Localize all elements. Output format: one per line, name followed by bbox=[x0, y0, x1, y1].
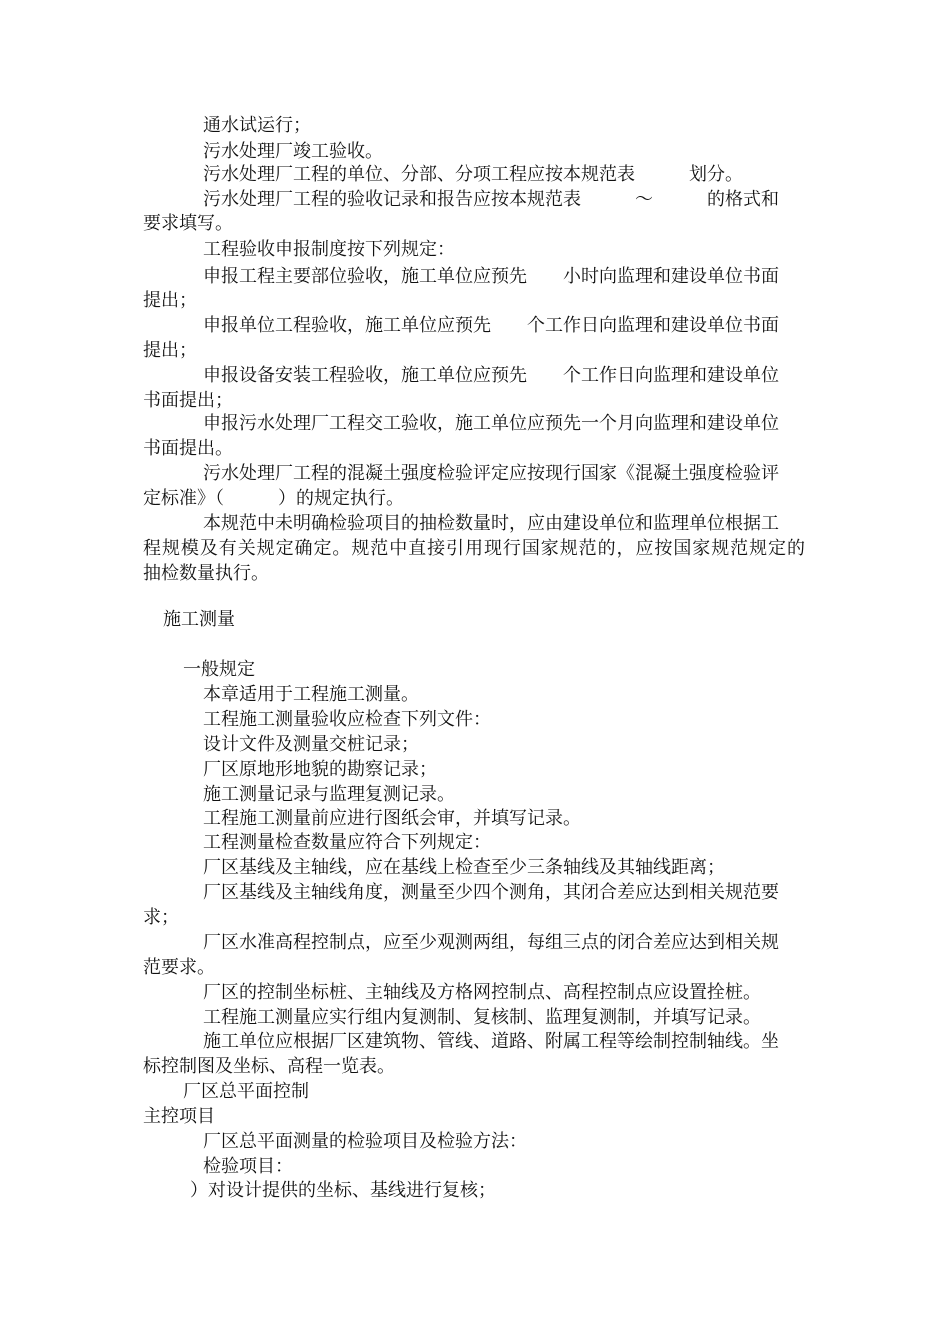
text-line: 抽检数量执行。 bbox=[143, 563, 269, 584]
text-line: 申报工程主要部位验收，施工单位应预先 小时向监理和建设单位书面 bbox=[203, 266, 779, 287]
text-line: 求； bbox=[143, 907, 179, 928]
text-line: 工程施工测量前应进行图纸会审，并填写记录。 bbox=[203, 808, 581, 829]
text-line: 书面提出； bbox=[143, 390, 233, 411]
text-line: 本章适用于工程施工测量。 bbox=[203, 684, 419, 705]
text-line: 设计文件及测量交桩记录； bbox=[203, 734, 419, 755]
text-line: 定标准》（ ）的规定执行。 bbox=[143, 488, 404, 509]
text-line: 污水处理厂工程的单位、分部、分项工程应按本规范表 划分。 bbox=[203, 164, 743, 185]
text-line: 提出； bbox=[143, 340, 197, 361]
text-line: 程规模及有关规定确定。规范中直接引用现行国家规范的，应按国家规范规定的 bbox=[143, 538, 805, 559]
text-line: 工程施工测量应实行组内复测制、复核制、监理复测制，并填写记录。 bbox=[203, 1007, 761, 1028]
text-line: 厂区基线及主轴线角度，测量至少四个测角，其闭合差应达到相关规范要 bbox=[203, 882, 779, 903]
text-line: 污水处理厂竣工验收。 bbox=[203, 141, 383, 162]
text-line: 通水试运行； bbox=[203, 115, 311, 136]
text-line: 污水处理厂工程的混凝土强度检验评定应按现行国家《混凝土强度检验评 bbox=[203, 463, 779, 484]
text-line: 厂区水准高程控制点，应至少观测两组，每组三点的闭合差应达到相关规 bbox=[203, 932, 779, 953]
chapter-heading: 施工测量 bbox=[163, 609, 235, 630]
text-line: 书面提出。 bbox=[143, 438, 233, 459]
section-heading: 厂区总平面控制 bbox=[183, 1081, 309, 1102]
text-line: 厂区总平面测量的检验项目及检验方法： bbox=[203, 1131, 527, 1152]
text-line: 要求填写。 bbox=[143, 213, 233, 234]
text-line: 本规范中未明确检验项目的抽检数量时，应由建设单位和监理单位根据工 bbox=[203, 513, 779, 534]
text-line: 厂区的控制坐标桩、主轴线及方格网控制点、高程控制点应设置拴桩。 bbox=[203, 982, 761, 1003]
section-heading: 一般规定 bbox=[183, 659, 255, 680]
text-line: 施工测量记录与监理复测记录。 bbox=[203, 784, 455, 805]
text-line: 提出； bbox=[143, 290, 197, 311]
text-line: 范要求。 bbox=[143, 957, 215, 978]
list-item: ）对设计提供的坐标、基线进行复核； bbox=[190, 1180, 496, 1201]
subsection-heading: 主控项目 bbox=[143, 1106, 215, 1127]
text-line: 工程验收申报制度按下列规定： bbox=[203, 239, 455, 260]
text-line: 厂区基线及主轴线，应在基线上检查至少三条轴线及其轴线距离； bbox=[203, 857, 725, 878]
text-line: 申报污水处理厂工程交工验收，施工单位应预先一个月向监理和建设单位 bbox=[203, 413, 779, 434]
text-line: 申报设备安装工程验收，施工单位应预先 个工作日向监理和建设单位 bbox=[203, 365, 779, 386]
text-line: 标控制图及坐标、高程一览表。 bbox=[143, 1056, 395, 1077]
text-line: 厂区原地形地貌的勘察记录； bbox=[203, 759, 437, 780]
text-line: 工程测量检查数量应符合下列规定： bbox=[203, 832, 491, 853]
text-line: 工程施工测量验收应检查下列文件： bbox=[203, 709, 491, 730]
text-line: 施工单位应根据厂区建筑物、管线、道路、附属工程等绘制控制轴线。坐 bbox=[203, 1031, 779, 1052]
text-line: 申报单位工程验收，施工单位应预先 个工作日向监理和建设单位书面 bbox=[203, 315, 779, 336]
text-line: 检验项目： bbox=[203, 1156, 293, 1177]
text-line: 污水处理厂工程的验收记录和报告应按本规范表 ～ 的格式和 bbox=[203, 189, 779, 210]
